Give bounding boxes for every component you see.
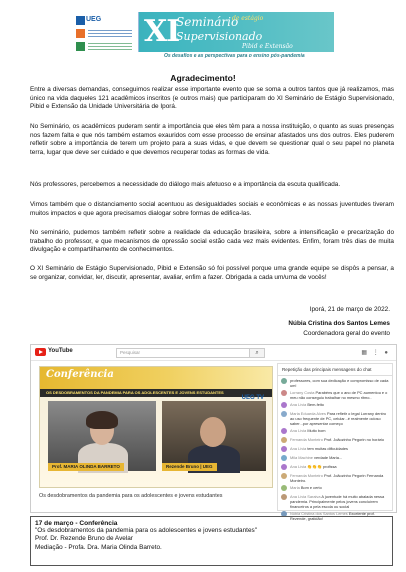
chat-message xyxy=(281,473,389,483)
video-title[interactable]: Os desdobramentos da pandemia para os adolescentes e jovens estudantes xyxy=(39,493,223,499)
avatar xyxy=(281,437,287,443)
paragraph-3: Nós professores, percebemos a necessidade do diálogo mais afetuoso e a importância da escuta qualificada. xyxy=(30,181,341,188)
paragraph-6: O XI Seminário de Estágio Supervisionado, Pibid e Extensão só foi possível porque uma grande equipe se dispôs a pensar, a se organizar, convidar, ler, discutir, apresentar, avaliar, enfim a fazer. Obrigada a cada um/uma de vocês! xyxy=(30,265,394,281)
chat-text: Bem-feito xyxy=(307,402,324,407)
chat-author: Ana Lívia xyxy=(290,402,308,407)
chat-text: Parabéns que o ano de PC aumentou e o meu não conseguiu trabalhar no mesmo ritmo.. xyxy=(290,390,388,400)
youtube-name: YouTube xyxy=(48,348,73,354)
program-logo-icon xyxy=(76,42,85,51)
signature-date: Iporá, 21 de março de 2022. xyxy=(309,306,390,313)
chat-message xyxy=(281,455,389,462)
chat-author: Ana Lívia xyxy=(290,464,308,469)
seminar-number: XI xyxy=(144,14,180,49)
chat-author: Ana Lívia Saraiva xyxy=(290,494,322,499)
avatar xyxy=(281,411,287,417)
chat-text: Muito bom xyxy=(307,428,326,433)
logo-lettering xyxy=(88,30,132,38)
chat-message xyxy=(281,446,389,453)
chat-message xyxy=(281,378,389,388)
chat-author: Fernanda Monteiro xyxy=(290,437,324,442)
caption-speaker: Prof. Dr. Rezende Bruno de Avelar xyxy=(35,535,133,543)
speaker-camera-2 xyxy=(162,401,266,471)
ueg-logo-text: UEG xyxy=(86,16,102,23)
signature-name: Núbia Cristina dos Santos Lemes xyxy=(288,320,390,327)
speaker-hair xyxy=(86,411,118,429)
youtube-screenshot xyxy=(30,344,397,521)
youtube-logo-icon[interactable] xyxy=(35,348,46,356)
speaker-camera-1 xyxy=(48,401,156,471)
event-banner xyxy=(72,12,334,62)
chat-author: Lorrany Costa xyxy=(290,390,316,395)
avatar xyxy=(281,378,287,384)
chat-message xyxy=(281,437,389,444)
chat-text: Prof. Joãozinho Pegorin no horário xyxy=(323,437,385,442)
chat-message xyxy=(281,485,389,492)
avatar xyxy=(281,446,287,452)
chat-message xyxy=(281,428,389,435)
search-input[interactable]: Pesquisar xyxy=(116,348,251,358)
seminar-word: Seminário xyxy=(176,15,239,29)
banner-tagline: Os desafios e as perspectivas para o ensino pós-pandemia xyxy=(164,53,305,59)
speaker-label-2: Rezende Bruno | UEG xyxy=(162,463,217,471)
chat-messages[interactable] xyxy=(278,378,392,521)
avatar xyxy=(281,390,287,396)
chat-text: A juventude há muito abalada nessa pandemia. Principalmente pelos jovens concluírem financeiros a pela escola ou social xyxy=(290,494,385,509)
chat-message xyxy=(281,411,389,426)
avatar xyxy=(281,485,287,491)
supervised-word: Supervisionado xyxy=(176,30,263,43)
avatar xyxy=(281,428,287,434)
paragraph-5: No seminário, pudemos também refletir sobre a realidade da educação brasileira, sobre a intensificação e precarização do trabalho do professor, e que mecanismos de opressão social estão cada vez mais evidentes. Enfim, foram três dias de muita divulgação e compartilhamento de conhecimentos. xyxy=(30,229,394,254)
speaker-head xyxy=(200,417,226,447)
avatar xyxy=(281,473,287,479)
chat-text: Bom e certo xyxy=(300,485,322,490)
player-subtitle: OS DESDOBRAMENTOS DA PANDEMIA PARA OS ADOLESCENTES E JOVENS ESTUDANTES xyxy=(40,389,272,397)
chat-text: Prof. Joãozinho Pegorin Fernanda Monteiro. xyxy=(290,473,384,483)
chat-author: Fernanda Monteiro xyxy=(290,473,324,478)
youtube-header xyxy=(31,345,396,361)
player-banner-title: Conferência xyxy=(46,369,114,380)
chat-text: Para refletir o legal Lorrany dentro ao uso frequente de PC, celular...é realmente ocioso saber...por apresentar começo xyxy=(290,411,387,426)
chat-message xyxy=(281,464,389,471)
chat-message xyxy=(281,390,389,400)
logo-lettering xyxy=(88,43,132,51)
avatar xyxy=(281,494,287,500)
estagio-word: de estágio xyxy=(232,15,264,22)
signature-role: Coordenadora geral do evento xyxy=(303,330,390,337)
chat-header[interactable]: Repetição das principais mensagens do chat xyxy=(278,364,392,376)
header-icons[interactable]: ▦ ⋮ ● xyxy=(361,350,390,356)
caption-mediator: Mediação - Profa. Dra. Maria Olinda Barreto. xyxy=(35,543,162,551)
paragraph-1: Entre a diversas demandas, conseguimos realizar esse importante evento que se soma a outros tantos que já realizamos, mas único na vida daqueles 121 acadêmicos inscritos (e outros mais) que participaram do XI Seminário de Estágio Supervisionado, Pibid e Extensão da Unidade Universitária de Iporá. xyxy=(30,86,394,111)
video-player[interactable] xyxy=(39,366,273,488)
chat-author: Ana Lívia xyxy=(290,428,308,433)
speaker-label-1: Prof. MARIA OLINDA BARRETO xyxy=(48,463,124,471)
chat-message xyxy=(281,402,389,409)
partner-logo-icon xyxy=(76,29,85,38)
live-chat[interactable] xyxy=(277,363,393,521)
chat-author: Maria Eduarda Alves xyxy=(290,411,327,416)
event-caption xyxy=(30,516,393,566)
caption-quote: "Os desdobramentos da pandemia para os adolescentes e jovens estudantes" xyxy=(35,527,257,534)
chat-author: Maria xyxy=(290,485,301,490)
ueg-logo-icon xyxy=(76,16,85,25)
paragraph-2: No Seminário, os acadêmicos puderam sentir a importância que eles têm para a nossa instituição, o quanto as suas presenças nos fazem falta e que nós também estamos exauridos com esse processo de ensinar afastados uns dos outros. Eles puderem refletir sobre a importância de terem um projeto para a suas vidas, e que devem se questionar qual o seu papel no planeta terra, lugar que deve ser cuidado e que devemos recuperar todas as formas de vida. xyxy=(30,123,394,156)
search-icon[interactable]: ⌕ xyxy=(249,348,265,358)
chat-author: Ana Lívia xyxy=(290,446,308,451)
caption-date: 17 de março - Conferência xyxy=(35,520,118,527)
avatar xyxy=(281,464,287,470)
avatar xyxy=(281,455,287,461)
paragraph-4: Vimos também que o distanciamento social acentuou as desigualdades sociais e econômicas e as nossas juventudes tiveram muitos impactos e que agora precisamos dialogar sobre formas de edifica-las. xyxy=(30,201,394,217)
chat-text: verdade Maria... xyxy=(314,455,343,460)
chat-text: tem muitas dificuldades xyxy=(307,446,348,451)
chat-author: Mila Machine xyxy=(290,455,315,460)
page-title: Agradecimento! xyxy=(170,73,236,83)
chat-text: professores, com sua dedicação e compromisso de cada um! xyxy=(290,378,389,388)
chat-text: 👏👏👏 profissa xyxy=(307,464,337,469)
player-logo: UEG TV xyxy=(241,395,264,401)
player-banner xyxy=(40,367,272,389)
institution-logos xyxy=(72,12,139,62)
chat-author: Núbia Cristina dos Santos Lemes xyxy=(290,511,349,516)
chat-text: Excelente prof. Rezende, gratidão! xyxy=(290,511,375,521)
pibid-word: Pibid e Extensão xyxy=(242,43,293,50)
chat-message xyxy=(281,494,389,509)
avatar xyxy=(281,402,287,408)
